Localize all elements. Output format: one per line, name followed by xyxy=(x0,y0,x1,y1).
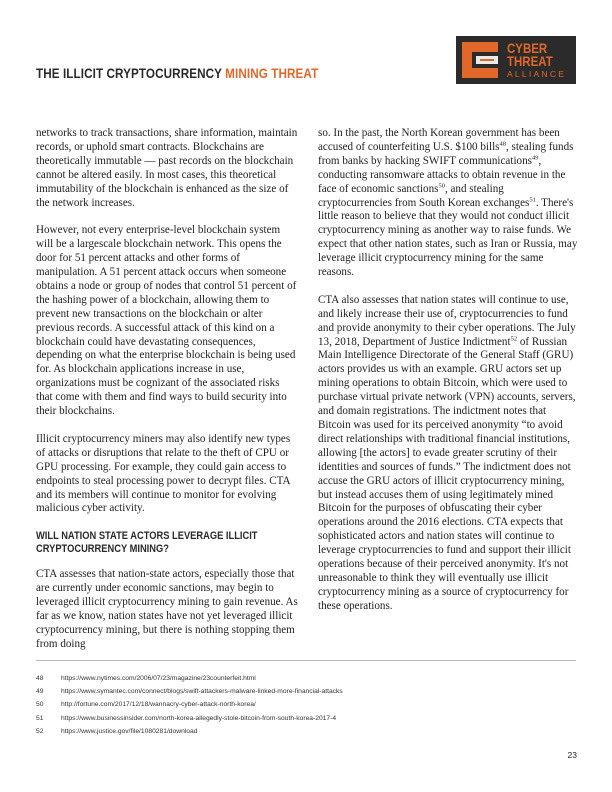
paragraph: However, not every enterprise-level blockchain system will be a largescale blockchain network. This opens the door for 51 percent attacks and other forms of manipulation. A 51 percent attack occurs when someone obtains a node or group of nodes that control 51 percent of the hashing power of a blockchain, allowing them to prevent new transactions on the blockchain or alter previous records. A successful attack of this kind on a blockchain could have devastating consequences, depending on what the enterprise blockchain is being used for. As blockchain applications increase in use, organizations must be cognizant of the associated risks that come with them and find ways to build security into their blockchains. xyxy=(36,224,297,418)
section-heading xyxy=(36,530,300,556)
footnote-ref: 51 xyxy=(529,195,536,203)
footnote-ref: 48 xyxy=(499,140,506,148)
footnote-link[interactable]: https://www.businessinsider.com/north-korea-allegedly-stole-bitcoin-from-south-korea-2017-4 xyxy=(61,714,337,722)
logo-text-cyber: CYBER xyxy=(507,40,548,56)
footnote-link[interactable]: https://www.symantec.com/connect/blogs/swift-attackers-malware-linked-more-financial-attacks xyxy=(61,688,343,696)
text-run: so. In the past, the North Korean government has been accused of counterfeiting U.S. $100 bills xyxy=(318,127,560,153)
footnote-number: 51 xyxy=(36,714,44,722)
footnote xyxy=(36,685,576,698)
footnote-number: 48 xyxy=(36,675,44,682)
heading-line: WILL NATION STATE ACTORS LEVERAGE ILLICIT xyxy=(36,530,258,543)
logo-text-threat: THREAT xyxy=(507,53,553,69)
heading-line: CRYPTOCURRENCY MINING? xyxy=(36,543,169,556)
footnote xyxy=(36,698,576,711)
text-run: CTA also assesses that nation states will continue to use, and likely increase their use of, cryptocurrencies to fund and provide anonymity to their cyber operations. The July 13, 2018, Department of Justice Indictment xyxy=(318,293,576,348)
footnote-link[interactable]: https://www.justice.gov/file/1080281/download xyxy=(61,727,198,735)
footnote-ref: 52 xyxy=(510,334,518,342)
paragraph: CTA assesses that nation-state actors, especially those that are currently under economic sanctions, may begin to leveraged illicit cryptocurrency mining to gain revenue. As far as we know, nation states have not yet leveraged illicit cryptocurrency mining, but there is nothing stopping them from doing xyxy=(36,568,298,650)
cyber-threat-alliance-logo xyxy=(456,36,576,84)
logo-mark-icon xyxy=(460,40,500,80)
footnote-number: 49 xyxy=(36,688,44,696)
left-column xyxy=(36,127,298,666)
text-run: , conducting ransomware attacks to obtain revenue in the face of economic sanctions xyxy=(318,154,566,195)
footnote-link[interactable]: http://fortune.com/2017/12/18/wannacry-cyber-attack-north-korea/ xyxy=(61,701,256,709)
text-run: of Russian Main Intelligence Directorate of the General Staff (GRU) actors provides us with an example. GRU actors set up mining operations to obtain Bitcoin, which were used to purchase virtual private network (VPN) accounts, servers, and domain registrations. The indictment notes that Bitcoin was used for its perceived anonymity “to avoid direct relationships with traditional financial institutions, allowing [the actors] to evade greater scrutiny of their identities and sources of funds.” The indictment does not accuse the GRU actors of illicit cryptocurrency mining, but instead accuses them of using legitimately mined Bitcoin for the purposes of obfuscating their cyber operations around the 2016 elections. CTA expects that sophisticated actors and nation states will continue to leverage cryptocurrencies to fund and support their illicit operations because of their perceived anonymity. It's not unreasonable to think they will eventually use illicit cryptocurrency mining as a source of cryptocurrency for these operations. xyxy=(318,335,576,612)
footnote-ref: 50 xyxy=(438,181,445,189)
footnote xyxy=(36,712,576,725)
paragraph: networks to track transactions, share information, maintain records, or uphold smart contracts. Blockchains are theoretically immutable — past records on the blockchain cannot be altered easily. In most cases, this theoretical immutability of the blockchain is enhanced as the size of the network increases. xyxy=(36,127,298,209)
text-run: . There's little reason to believe that they would not conduct illicit cryptocurrency mining as another way to raise funds. We expect that other nation states, such as Iran or Russia, may leverage illicit cryptocurrency mining for the same reasons. xyxy=(318,196,578,279)
footnote-ref: 49 xyxy=(531,154,539,162)
page-title xyxy=(36,66,318,81)
paragraph xyxy=(318,127,580,280)
text-run: , stealing funds from banks by hacking SWIFT communications xyxy=(318,140,574,167)
text-run: , and stealing cryptocurrencies from South Korean exchanges xyxy=(318,182,530,209)
page-number: 23 xyxy=(567,750,577,760)
title-prefix: THE ILLICIT CRYPTOCURRENCY xyxy=(36,66,226,81)
right-column xyxy=(318,127,580,628)
footnote-divider xyxy=(36,660,576,661)
logo-text-alliance: ALLIANCE xyxy=(507,69,567,79)
paragraph xyxy=(318,294,580,614)
title-accent: MINING THREAT xyxy=(225,66,319,81)
paragraph: Illicit cryptocurrency miners may also identify new types of attacks or disruptions that relate to the theft of CPU or GPU processing. For example, they could gain access to endpoints to steal processing power to decrypt files. CTA and its members will continue to monitor for evolving malicious cyber activity. xyxy=(36,432,291,515)
footnote xyxy=(36,672,576,685)
footnote xyxy=(36,725,576,738)
footnote-number: 52 xyxy=(36,727,44,735)
footnote-number: 50 xyxy=(36,701,44,709)
footnote-link[interactable]: https://www.nytimes.com/2006/07/23/magazine/23counterfeit.html xyxy=(61,675,256,682)
footnotes xyxy=(36,672,576,738)
